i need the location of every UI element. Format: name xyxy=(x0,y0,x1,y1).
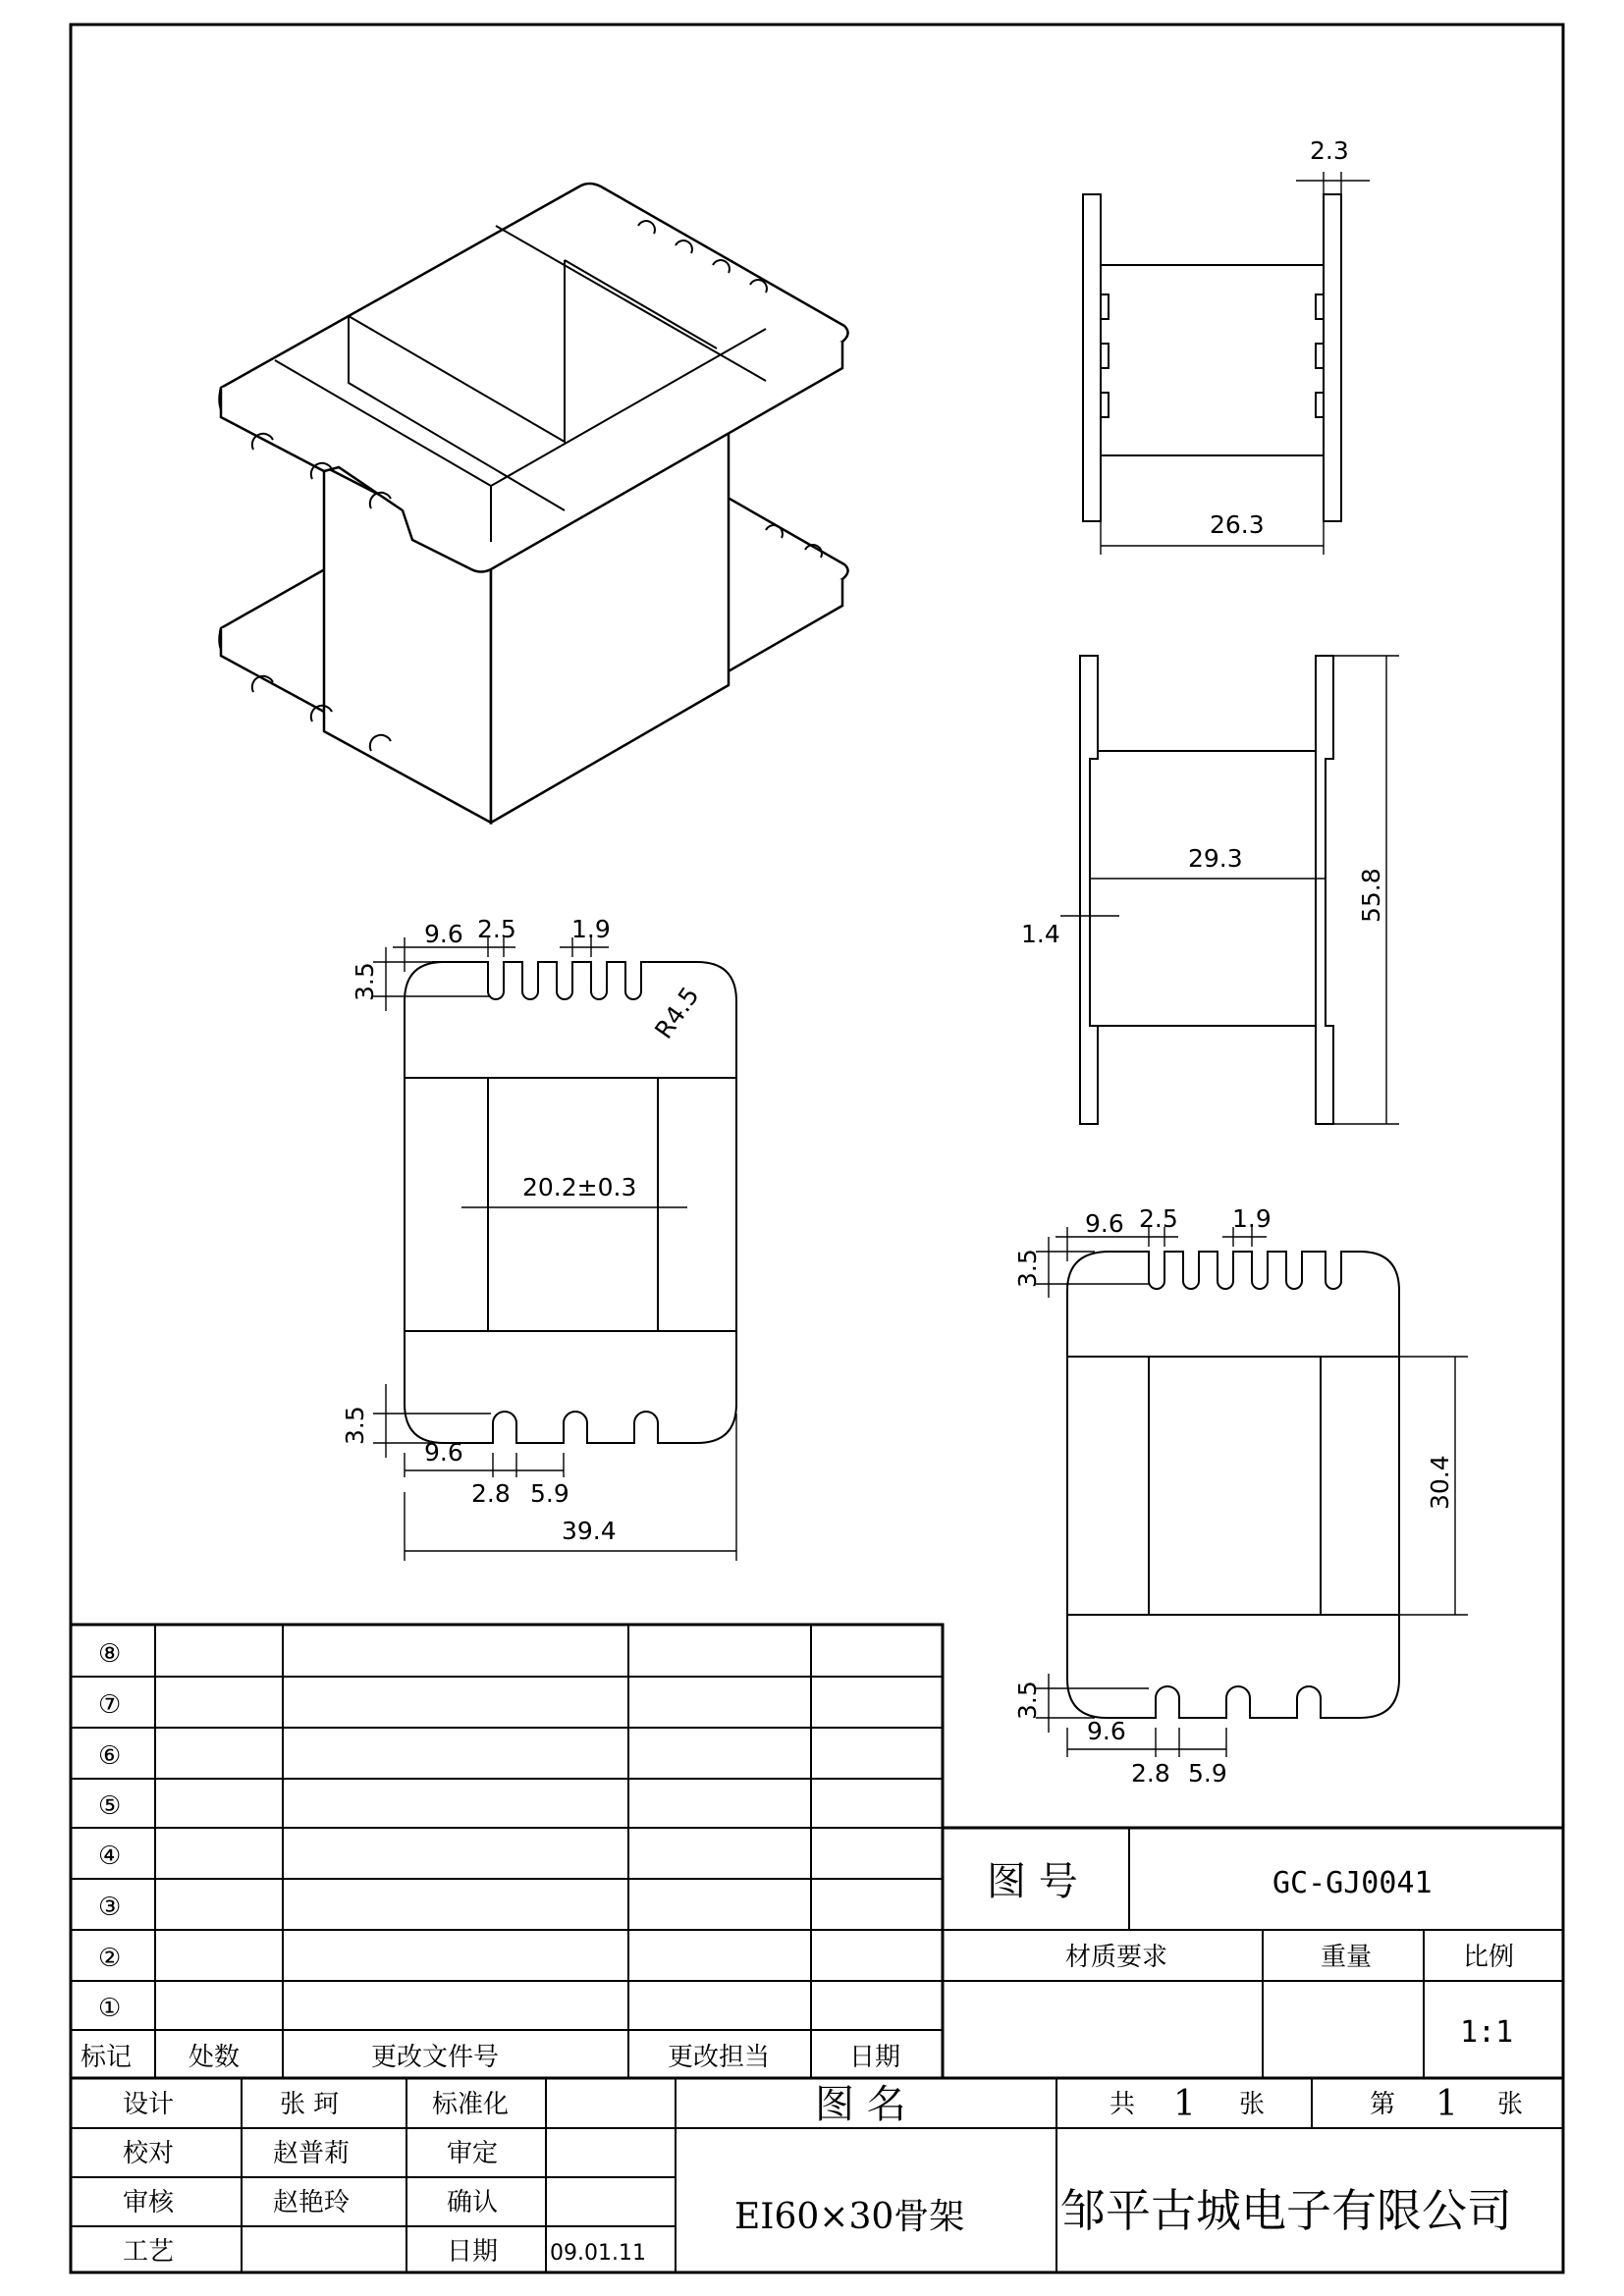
confirm-label: 确认 xyxy=(447,2188,499,2217)
name-label: 图 名 xyxy=(815,2082,906,2127)
dim-flange-thk: 2.3 xyxy=(1310,136,1349,165)
dim-width: 39.4 xyxy=(562,1517,617,1545)
drawing-no-label: 图 号 xyxy=(987,1859,1078,1904)
dim-inner-mid: 29.3 xyxy=(1188,844,1243,873)
rev-row-8: ⑧ xyxy=(98,1639,122,1669)
dim-bv-window: 30.4 xyxy=(1426,1455,1454,1510)
designer: 张 珂 xyxy=(280,2090,340,2119)
dim-bv-depth: 3.5 xyxy=(1013,1249,1042,1288)
dim-bottom-depth: 3.5 xyxy=(341,1406,369,1445)
dim-bottom-slot: 2.8 xyxy=(471,1479,511,1508)
top-view xyxy=(341,915,736,1561)
dim-bottom-offset: 9.6 xyxy=(424,1438,463,1467)
rev-row-1: ① xyxy=(98,1994,122,2023)
dim-bv-slot-w: 2.5 xyxy=(1139,1204,1178,1233)
dim-bv-slot-pitch: 1.9 xyxy=(1232,1204,1272,1233)
check-label: 校对 xyxy=(123,2139,175,2168)
date-label: 日期 xyxy=(447,2237,499,2267)
rev-row-7: ⑦ xyxy=(98,1690,122,1720)
dim-bv-bottom-slot: 2.8 xyxy=(1131,1759,1170,1788)
process-label: 工艺 xyxy=(123,2237,175,2267)
scale-label: 比例 xyxy=(1463,1943,1515,1972)
checker: 赵普莉 xyxy=(273,2139,351,2168)
scale-value: 1:1 xyxy=(1460,2015,1514,2050)
title-block xyxy=(943,1828,1563,2078)
rev-header-date: 日期 xyxy=(849,2043,901,2072)
company-name: 邹平古城电子有限公司 xyxy=(1060,2184,1512,2237)
dim-depth: 3.5 xyxy=(351,962,379,1001)
reviewer: 赵艳玲 xyxy=(273,2188,351,2217)
part-name: EI60×30骨架 xyxy=(734,2197,965,2237)
rev-header-count: 处数 xyxy=(189,2043,241,2072)
sheet-value: 1 xyxy=(1435,2084,1458,2124)
dim-bv-offset: 9.6 xyxy=(1085,1209,1124,1238)
weight-label: 重量 xyxy=(1321,1943,1373,1972)
side-view-mid xyxy=(1021,656,1399,1124)
dim-edge-offset: 9.6 xyxy=(424,920,463,948)
rev-row-5: ⑤ xyxy=(98,1791,122,1821)
rev-row-3: ③ xyxy=(98,1893,122,1922)
std-label: 标准化 xyxy=(432,2090,510,2119)
dim-radius: R4.5 xyxy=(649,982,705,1044)
bottom-view xyxy=(1013,1204,1468,1788)
total-label: 共 xyxy=(1110,2090,1136,2119)
total-value: 1 xyxy=(1173,2084,1196,2124)
dim-window-top: 20.2±0.3 xyxy=(522,1173,637,1201)
review-label: 审核 xyxy=(123,2188,175,2217)
dim-slot-w: 2.5 xyxy=(477,915,516,943)
dim-inner-top: 26.3 xyxy=(1210,510,1265,539)
date-value: 09.01.11 xyxy=(550,2241,646,2266)
revision-table xyxy=(71,1625,943,2078)
isometric-view xyxy=(220,184,848,823)
side-view-top xyxy=(1083,136,1370,555)
dim-pin: 1.4 xyxy=(1021,920,1060,948)
dim-bottom-pitch: 5.9 xyxy=(530,1479,569,1508)
dim-bv-bottom-offset: 9.6 xyxy=(1087,1717,1126,1745)
dim-bv-bottom-depth: 3.5 xyxy=(1013,1681,1042,1720)
rev-row-4: ④ xyxy=(98,1842,122,1871)
approve-label: 审定 xyxy=(447,2139,499,2168)
info-block xyxy=(71,2078,1563,2272)
rev-row-2: ② xyxy=(98,1944,122,1973)
sheet-label: 第 xyxy=(1370,2090,1396,2119)
dim-height: 55.8 xyxy=(1357,868,1385,923)
design-label: 设计 xyxy=(123,2090,175,2119)
drawing-no: GC-GJ0041 xyxy=(1272,1866,1433,1900)
rev-header-owner: 更改担当 xyxy=(668,2043,771,2072)
sheet-unit: 张 xyxy=(1497,2090,1524,2119)
rev-row-6: ⑥ xyxy=(98,1741,122,1771)
material-label: 材质要求 xyxy=(1065,1943,1168,1972)
rev-header-doc: 更改文件号 xyxy=(371,2043,500,2072)
dim-bv-bottom-pitch: 5.9 xyxy=(1188,1759,1227,1788)
dim-slot-pitch: 1.9 xyxy=(571,915,611,943)
total-unit: 张 xyxy=(1239,2090,1266,2119)
rev-header-mark: 标记 xyxy=(81,2043,133,2072)
